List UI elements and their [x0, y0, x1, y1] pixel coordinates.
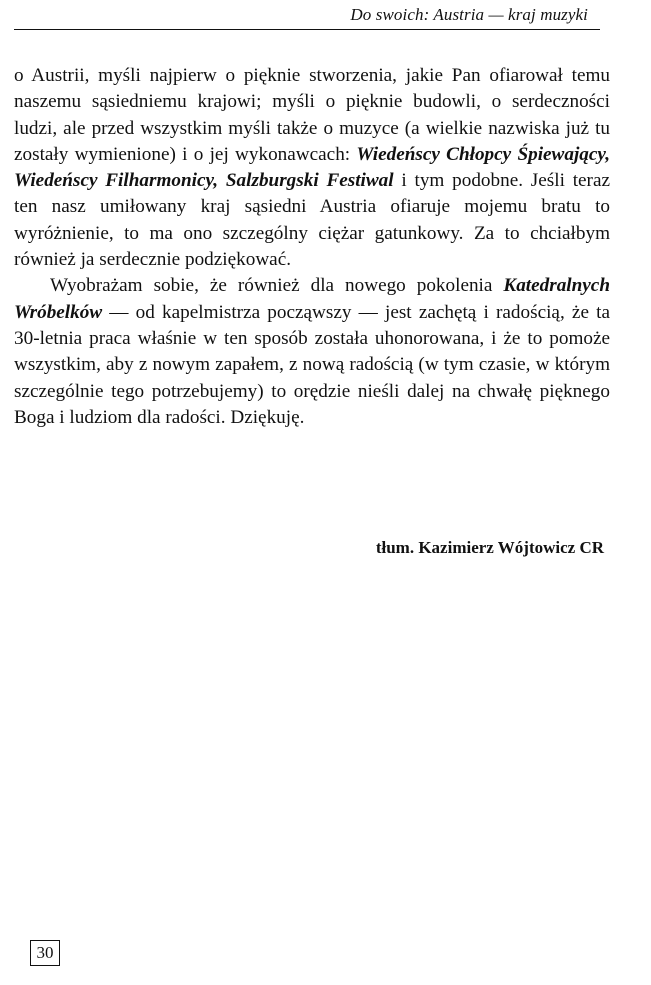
paragraph-1-italic: Wiedeńscy Chłopcy Śpiewający, Wiedeńscy Filharmonicy, Salzburgski Festiwal: [14, 143, 610, 192]
body-text: [14, 63, 610, 431]
page-number: 30: [30, 940, 60, 966]
paragraph-2-text-b: — od kapelmistrza począwszy — jest zachętą i radością, że ta 30-letnia praca właśnie w ten sposób została uhonorowana, i że to pomoże wszystkim, aby z nowym zapałem, z nową radością (w tym czasie, w którym szczególnie tego potrzebujemy) to orędzie nieśli dalej na chwałę pięknego Boga i ludziom dla radości. Dziękuję.: [14, 301, 610, 428]
paragraph-1: [14, 63, 610, 273]
paragraph-1-text-a: o Austrii, myśli najpierw o pięknie stworzenia, jakie Pan ofiarował temu naszemu sąsiedniemu krajowi; myśli o pięknie budowli, o serdeczności ludzi, ale przed wszystkim myśli także o muzyce (a wielkie nazwiska już tu zostały wymienione) i o jej wykonawcach:: [14, 65, 610, 165]
running-header: [14, 4, 600, 30]
paragraph-2: [14, 273, 610, 431]
paragraph-2-text-a: Wyobrażam sobie, że również dla nowego pokolenia: [50, 275, 504, 297]
paragraph-1-text-b: i tym podobne. Jeśli teraz ten nasz umiłowany kraj sąsiedni Austria ofiaruje mojemu bratu to wyróżnienie, to ma ono szczególny ciężar gatunkowy. Za to chciałbym również ja serdecznie podziękować.: [14, 170, 610, 271]
paragraph-2-italic: Katedralnych Wróbelków: [14, 275, 610, 323]
translator-signature: tłum. Kazimierz Wójtowicz CR: [375, 538, 604, 557]
running-title: Do swoich: Austria — kraj muzyki: [350, 5, 588, 24]
